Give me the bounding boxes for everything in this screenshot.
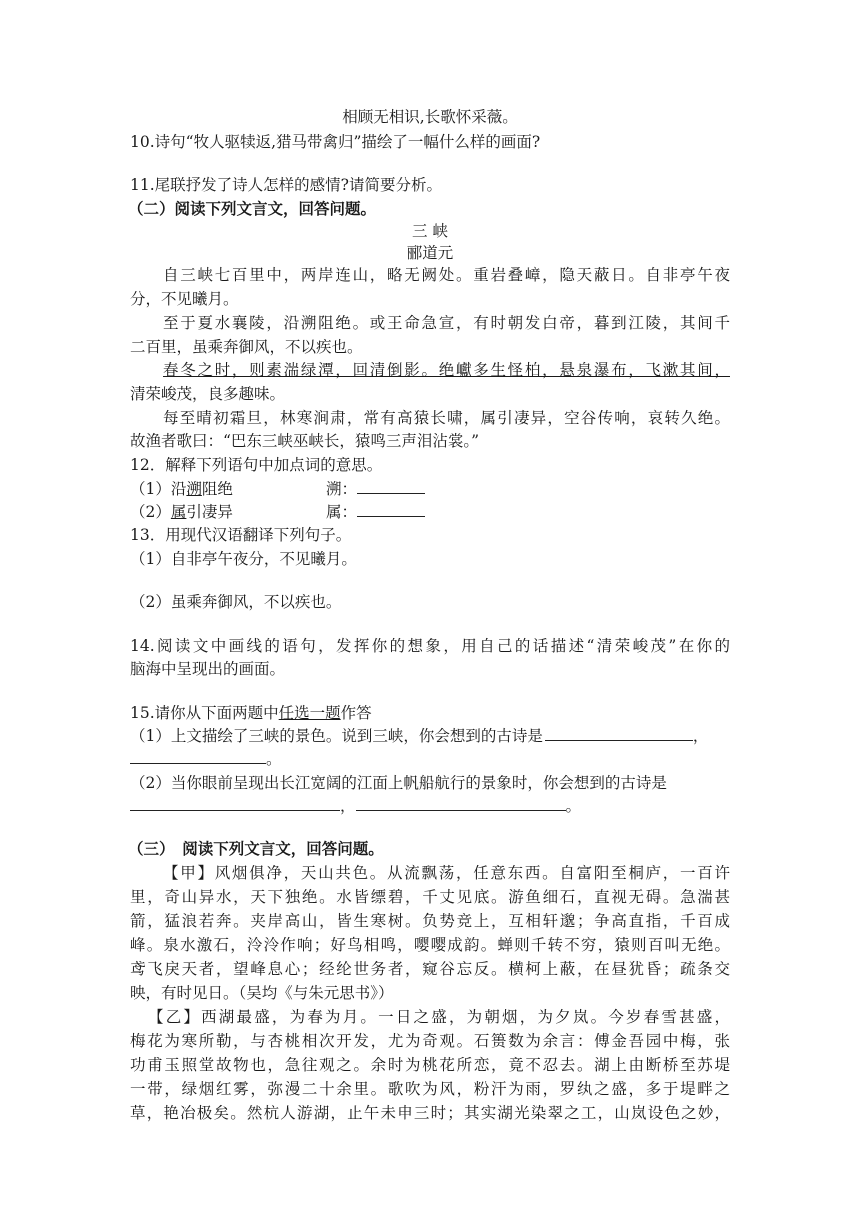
passage-para-4-line-1: 每至晴初霜旦，林寒涧肃，常有高猿长啸，属引凄异，空谷传响，哀转久绝。 (163, 409, 730, 427)
q12-1-answer-blank[interactable] (357, 476, 425, 494)
yi-line-3: 功甫玉照堂故物也，急往观之。余时为桃花所恋，竟不忍去。湖上由断桥至苏堤 (130, 1056, 730, 1074)
passage-title: 三 峡 (412, 222, 448, 240)
yi-line-2: 梅花为寒所勒，与杏桃相次开发，尤为奇观。石篑数为余言：傅金吾园中梅，张 (130, 1032, 730, 1050)
q15-1-end: 。 (266, 750, 282, 768)
passage-author: 郦道元 (406, 244, 454, 262)
q12-2-dotted-word: 属 (170, 503, 187, 521)
yi-line-4: 一带，绿烟红雾，弥漫二十余里。歌吹为风，粉汗为雨，罗纨之盛，多于堤畔之 (130, 1080, 730, 1098)
jia-line-6: 映，有时见日。（吴均《与朱元思书》） (130, 984, 394, 1002)
q15-1-text: （1）上文描绘了三峡的景色。说到三峡，你会想到的古诗是 (130, 727, 543, 745)
passage-para-1-line-2: 分，不见曦月。 (130, 290, 239, 308)
section-2-heading: （二）阅读下列文言文，回答问题。 (128, 199, 377, 218)
jia-line-2: 里，奇山异水，天下独绝。水皆缥碧，千丈见底。游鱼细石，直视无碍。急湍甚 (130, 888, 730, 906)
q12-2-label: （2） (130, 503, 171, 521)
section-3-heading: （三） 阅读下列文言文，回答问题。 (128, 839, 384, 858)
question-11: 11.尾联抒发了诗人怎样的感情?请简要分析。 (130, 176, 442, 194)
question-13-item-2: （2）虽乘奔御风，不以疾也。 (130, 593, 342, 611)
q15-2-end: 。 (565, 797, 582, 815)
question-12: 12．解释下列语句中加点词的意思。 (130, 456, 383, 474)
q15-2-answer-blank-b[interactable] (356, 793, 566, 811)
q15-1-answer-blank-a[interactable] (545, 723, 693, 741)
passage-para-3-line-1-underlined: 春冬之时，则素湍绿潭，回清倒影。绝巘多生怪柏，悬泉瀑布，飞漱其间， (163, 361, 730, 379)
q12-1-answer-label: 溯： (326, 480, 358, 498)
question-15-item-1-cont (130, 746, 730, 772)
q15-post: 作答 (340, 704, 372, 722)
q15-1-comma: ， (692, 727, 709, 745)
q15-pre: 15.请你从下面两题中 (130, 704, 279, 722)
question-14-line-2: 脑海中呈现出的画面。 (130, 660, 286, 678)
question-15-item-2-line-1: （2）当你眼前呈现出长江宽阔的江面上帆船航行的景象时，你会想到的古诗是 (130, 774, 667, 792)
q15-2-answer-blank-a[interactable] (130, 793, 340, 811)
q12-1-rest: 阻绝 (201, 480, 233, 498)
question-14-line-1: 14.阅读文中画线的语句，发挥你的想象，用自己的话描述“清荣峻茂”在你的 (130, 637, 730, 655)
q12-2-answer-label: 属： (326, 503, 358, 521)
passage-para-2-line-1: 至于夏水襄陵，沿溯阻绝。或王命急宣，有时朝发白帝，暮到江陵，其间千 (163, 314, 730, 332)
passage-para-4-line-2: 故渔者歌曰：“巴东三峡巫峡长，猿鸣三声泪沾裳。” (130, 432, 480, 450)
question-13: 13．用现代汉语翻译下列句子。 (130, 526, 352, 544)
passage-para-1-line-1: 自三峡七百里中，两岸连山，略无阙处。重岩叠嶂，隐天蔽日。自非亭午夜 (163, 266, 730, 284)
jia-line-4: 峰。泉水激石，泠泠作响；好鸟相鸣，嘤嘤成韵。蝉则千转不穷，猿则百叫无绝。 (130, 936, 730, 954)
q12-1-dotted-word: 溯 (186, 480, 202, 498)
passage-para-2-line-2: 二百里，虽乘奔御风，不以疾也。 (130, 338, 363, 356)
question-15-item-2-line-2 (130, 793, 730, 819)
q15-2-comma: ， (340, 797, 356, 815)
passage-para-3-line-2: 清荣峻茂，良多趣味。 (130, 385, 286, 403)
jia-line-5: 鸢飞戾天者，望峰息心；经纶世务者，窥谷忘反。横柯上蔽，在昼犹昏；疏条交 (130, 960, 730, 978)
question-10: 10.诗句“牧人驱犊返,猎马带禽归”描绘了一幅什么样的画面? (130, 133, 541, 151)
q15-1-answer-blank-b[interactable] (130, 746, 266, 764)
yi-line-5: 草，艳冶极矣。然杭人游湖，止午未申三时；其实湖光染翠之工，山岚设色之妙， (130, 1104, 730, 1122)
jia-line-3: 箭，猛浪若奔。夹岸高山，皆生寒树。负势竞上，互相轩邈；争高直指，千百成 (130, 912, 730, 930)
jia-line-1: 【甲】风烟俱净，天山共色。从流飘荡，任意东西。自富阳至桐庐，一百许 (163, 864, 730, 882)
question-13-item-1: （1）自非亭午夜分，不见曦月。 (130, 550, 357, 568)
yi-line-1: 【乙】西湖最盛，为春为月。一日之盛，为朝烟，为夕岚。今岁春雪甚盛， (148, 1008, 730, 1026)
poem-last-line: 相顾无相识,长歌怀采薇。 (342, 108, 518, 126)
q12-2-answer-blank[interactable] (357, 499, 425, 517)
q15-choose-one: 任选一题 (278, 704, 341, 722)
q12-2-rest: 引凄异 (186, 503, 233, 521)
q12-1-label: （1）沿 (130, 480, 187, 498)
